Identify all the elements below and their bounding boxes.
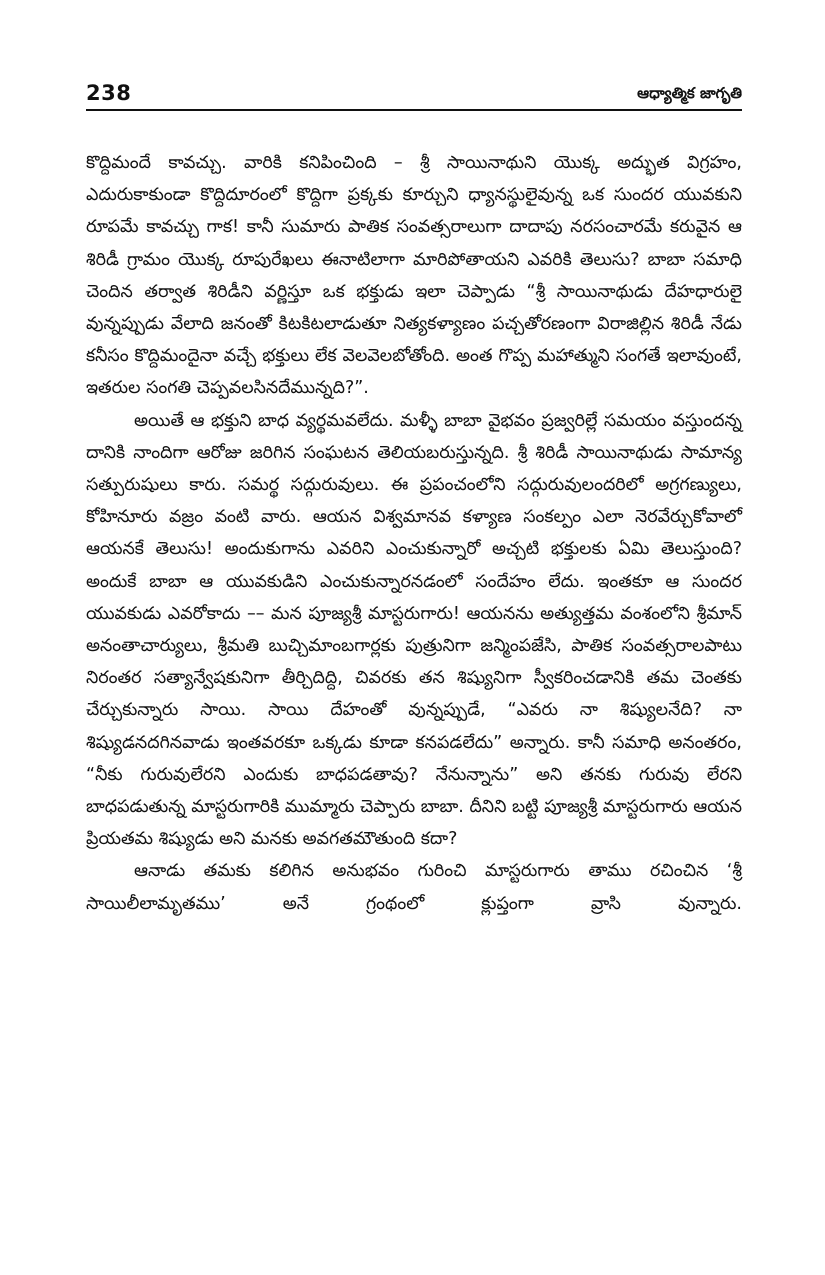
page-header bbox=[86, 74, 742, 106]
paragraph-1: కొద్దిమందే కావచ్చు. వారికి కనిపించింది – శ్రీ సాయినాథుని యొక్క అద్భుత విగ్రహం, ఎదురుకాకుండా కొద్దిదూరంలో కొద్దిగా ప్రక్కకు కూర్చుని ధ్యానస్థులైవున్న ఒక సుందర యువకుని రూపమే కావచ్చు గాక! కానీ సుమారు పాతిక సంవత్సరాలుగా దాదాపు నరసంచారమే కరువైన ఆ శిరిడీ గ్రామం యొక్క రూపురేఖలు ఈనాటిలాగా మారిపోతాయని ఎవరికి తెలుసు? బాబా సమాధి చెందిన తర్వాత శిరిడీని వర్ణిస్తూ ఒక భక్తుడు ఇలా చెప్పాడు “శ్రీ సాయినాథుడు దేహధారులై వున్నప్పుడు వేలాది జనంతో కిటకిటలాడుతూ నిత్యకళ్యాణం పచ్చతోరణంగా విరాజిల్లిన శిరిడీ నేడు కనీసం కొద్దిమందైనా వచ్చే భక్తులు లేక వెలవెలబోతోంది. అంత గొప్ప మహాత్ముని సంగతే ఇలావుంటే, ఇతరుల సంగతి చెప్పవలసినదేమున్నది?”. bbox=[86, 153, 742, 399]
paragraph-3: ఆనాడు తమకు కలిగిన అనుభవం గురించి మాస్టరుగారు తాము రచించిన ‘శ్రీ సాయిలీలామృతము’ అనే గ్రంథంలో క్లుప్తంగా వ్రాసి వున్నారు. bbox=[86, 861, 742, 914]
book-page bbox=[86, 74, 742, 920]
paragraph-2: అయితే ఆ భక్తుని బాధ వ్యర్థమవలేదు. మళ్ళీ బాబా వైభవం ప్రజ్వరిల్లే సమయం వస్తుందన్న దానికి నాందిగా ఆరోజు జరిగిన సంఘటన తెలియబరుస్తున్నది. శ్రీ శిరిడీ సాయినాథుడు సామాన్య సత్పురుషులు కారు. సమర్థ సద్గురువులు. ఈ ప్రపంచంలోని సద్గురువులందరిలో అగ్రగణ్యులు, కోహినూరు వజ్రం వంటి వారు. ఆయన విశ్వమానవ కళ్యాణ సంకల్పం ఎలా నెరవేర్చుకోవాలో ఆయనకే తెలుసు! అందుకుగాను ఎవరిని ఎంచుకున్నారో అచ్చటి భక్తులకు ఏమి తెలుస్తుంది? అందుకే బాబా ఆ యువకుడిని ఎంచుకున్నారనడంలో సందేహం లేదు. ఇంతకూ ఆ సుందర యువకుడు ఎవరోకాదు –– మన పూజ్యశ్రీ మాస్టరుగారు! ఆయనను అత్యుత్తమ వంశంలోని శ్రీమాన్ అనంతాచార్యులు, శ్రీమతి బుచ్చిమాంబగార్లకు పుత్రునిగా జన్మింపజేసి, పాతిక సంవత్సరాలపాటు నిరంతర సత్యాన్వేషకునిగా తీర్చిదిద్ది, చివరకు తన శిష్యునిగా స్వీకరించడానికి తమ చెంతకు చేర్చుకున్నారు సాయి. సాయి దేహంతో వున్నప్పుడే, “ఎవరు నా శిష్యులనేది? నా శిష్యుడనదగినవాడు ఇంతవరకూ ఒక్కడు కూడా కనపడలేదు” అన్నారు. కానీ సమాధి అనంతరం, “నీకు గురువులేరని ఎందుకు బాధపడతావు? నేనున్నాను” అని తనకు గురువు లేరని బాధపడుతున్న మాస్టరుగారికి ముమ్మారు చెప్పారు బాబా. దీనిని బట్టి పూజ్యశ్రీ మాస్టరుగారు ఆయన ప్రియతమ శిష్యుడు అని మనకు అవగతమౌతుంది కదా? bbox=[86, 410, 742, 850]
header-rule bbox=[86, 109, 742, 111]
running-title: ఆధ్యాత్మిక జాగృతి bbox=[637, 84, 742, 102]
body-text bbox=[86, 147, 742, 920]
page-number: 238 bbox=[86, 81, 132, 105]
